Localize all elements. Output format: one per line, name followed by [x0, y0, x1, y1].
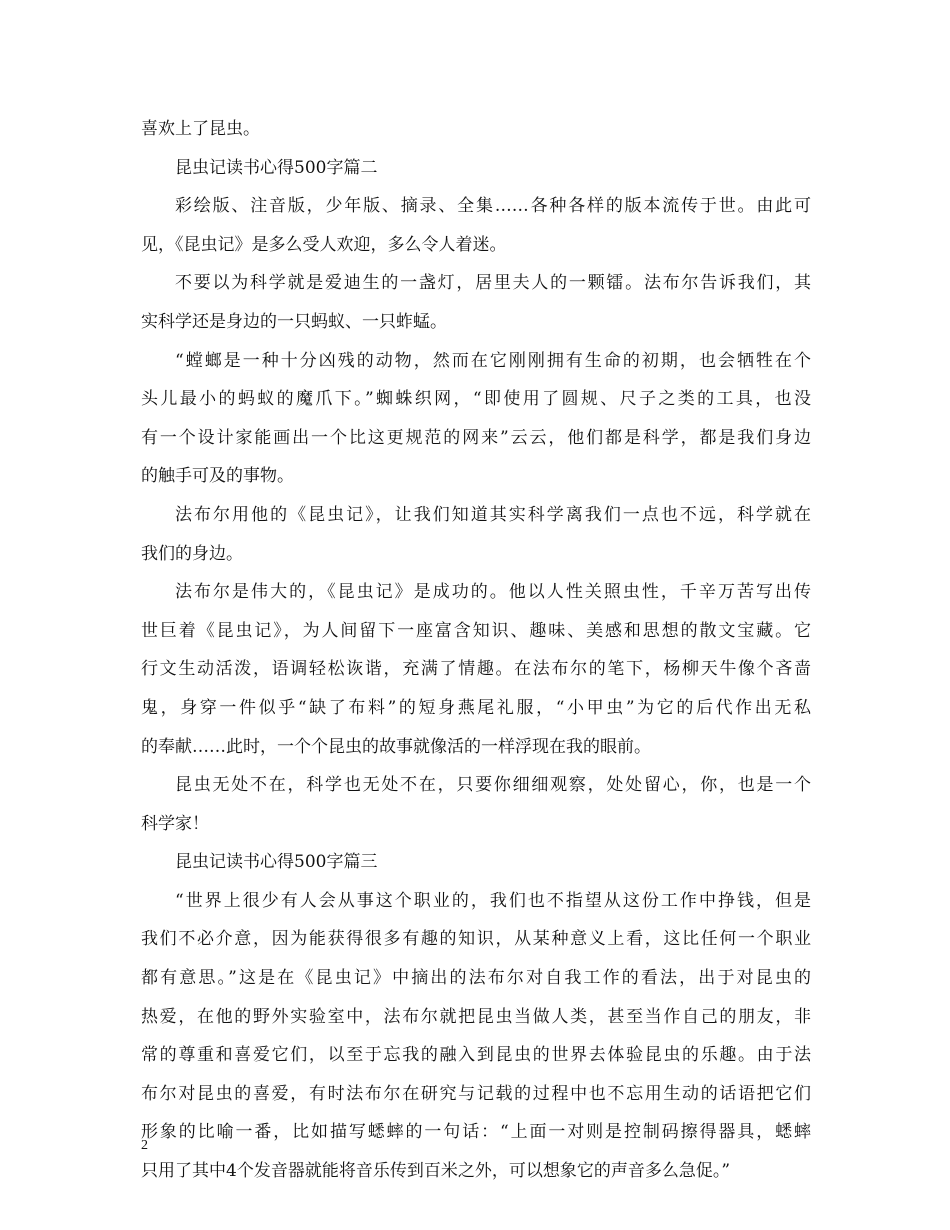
text-line: 喜欢上了昆虫。	[141, 119, 260, 139]
text-line: 见，《昆虫记》是多么受人欢迎，多么令人着迷。	[141, 234, 507, 255]
text-line: 布尔对昆虫的喜爱，有时法布尔在研究与记载的过程中也不忘用生动的话语把它们	[141, 1083, 811, 1104]
text-line: 不要以为科学就是爱迪生的一盏灯，居里夫人的一颗镭。法布尔告诉我们，其	[175, 273, 811, 294]
text-line: 热爱，在他的野外实验室中，法布尔就把昆虫当做人类，甚至当作自己的朋友，非	[141, 1006, 811, 1027]
text-line: 科学家！	[141, 813, 209, 834]
text-line: 的奉献……此时，一个个昆虫的故事就像活的一样浮现在我的眼前。	[141, 736, 651, 757]
text-line: “螳螂是一种十分凶残的动物，然而在它刚刚拥有生命的初期，也会牺牲在个	[175, 350, 811, 371]
text-line: 常的尊重和喜爱它们，以至于忘我的融入到昆虫的世界去体验昆虫的乐趣。由于法	[141, 1045, 811, 1066]
text-line: 行文生动活泼，语调轻松诙谐，充满了情趣。在法布尔的笔下，杨柳天牛像个吝啬	[141, 659, 811, 680]
text-line: 彩绘版、注音版，少年版、摘录、全集……各种各样的版本流传于世。由此可	[175, 196, 811, 217]
text-line: 我们不必介意，因为能获得很多有趣的知识，从某种意义上看，这比任何一个职业	[141, 929, 811, 950]
section-heading: 昆虫记读书心得500字篇二	[175, 157, 378, 178]
text-line: 法布尔用他的《昆虫记》，让我们知道其实科学离我们一点也不远，科学就在	[175, 504, 811, 525]
text-line: 形象的比喻一番，比如描写蟋蟀的一句话：“上面一对则是控制码擦得器具，蟋蟀	[141, 1122, 811, 1143]
text-line: 有一个设计家能画出一个比这更规范的网来”云云，他们都是科学，都是我们身边	[141, 427, 811, 448]
text-line: 鬼，身穿一件似乎“缺了布料”的短身燕尾礼服，“小甲虫”为它的后代作出无私	[141, 697, 811, 718]
text-line: 实科学还是身边的一只蚂蚁、一只蚱蜢。	[141, 311, 447, 332]
body-text	[141, 110, 811, 1191]
text-line: 世巨着《昆虫记》，为人间留下一座富含知识、趣味、美感和思想的散文宝藏。它	[141, 620, 811, 641]
page-number: 2	[141, 1138, 148, 1153]
text-line: 昆虫无处不在，科学也无处不在，只要你细细观察，处处留心，你，也是一个	[175, 775, 811, 796]
text-line: 只用了其中4个发音器就能将音乐传到百米之外，可以想象它的声音多么急促。”	[141, 1161, 731, 1182]
section-heading: 昆虫记读书心得500字篇三	[175, 852, 378, 873]
text-line: 的触手可及的事物。	[141, 466, 294, 487]
text-line: 法布尔是伟大的，《昆虫记》是成功的。他以人性关照虫性，千辛万苦写出传	[175, 582, 811, 603]
text-line: “世界上很少有人会从事这个职业的，我们也不指望从这份工作中挣钱，但是	[175, 890, 811, 911]
text-line: 我们的身边。	[141, 543, 243, 564]
text-line: 都有意思。”这是在《昆虫记》中摘出的法布尔对自我工作的看法，出于对昆虫的	[141, 968, 811, 989]
text-line: 头儿最小的蚂蚁的魔爪下。”蜘蛛织网，“即使用了圆规、尺子之类的工具，也没	[141, 389, 811, 410]
